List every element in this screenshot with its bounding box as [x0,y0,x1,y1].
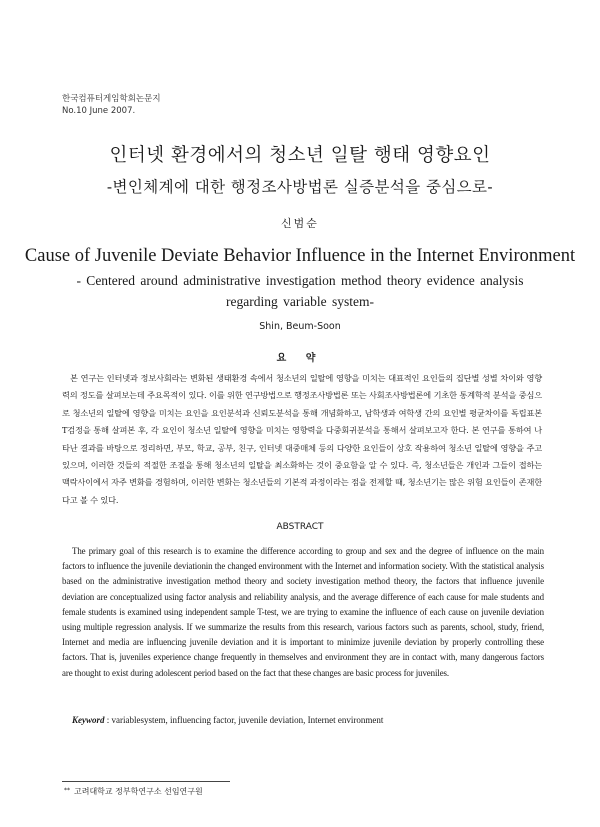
journal-issue: No.10 June 2007. [62,106,136,116]
footnote-text: 고려대학교 정부학연구소 선임연구원 [74,787,203,796]
english-author: Shin, Beum-Soon [259,321,341,332]
korean-abstract-heading: 요 약 [276,353,324,364]
footnote [64,786,203,797]
korean-abstract-body: 본 연구는 인터넷과 정보사회라는 변화된 생태환경 속에서 청소년의 일탈에 영향을 미치는 대표적인 요인들의 집단별 성별 차이와 영향력의 정도를 살펴보는데 주요목적이 있다. 이를 위한 연구방법으로 행정조사방법론 또는 사회조사방법론에 기초한 통계학적 분석을 중심으로 청소년의 일탈에 영향을 미치는 요인을 요인분석과 신뢰도분석을 통해 개념화하고, 남학생과 여학생 간의 요인별 평균차이를 독립표본 T검정을 통해 살펴본 후, 각 요인이 청소년 일탈에 영향을 미치는 영향력을 다중회귀분석을 통해서 살펴보고자 한다. 본 연구를 통하여 나타난 결과를 바탕으로 정리하면, 부모, 학교, 공부, 친구, 인터넷 대중매체 등의 다양한 요인들이 상호 작용하여 청소년 일탈에 영향을 주고 있으며, 이러한 것들의 적절한 조절을 통해 청소년의 일탈을 최소화하는 것이 중요함을 알 수 있다. 즉, 청소년들은 개인과 그들이 접하는 맥락사이에서 자주 변화를 경험하며, 이러한 변화는 청소년들의 기본적 과정이라는 점을 전제할 때, 청소년기는 많은 위험 요인들이 존재한다고 볼 수 있다. [62,373,542,505]
footnote-mark: ** [64,787,70,794]
footnote-divider [62,781,230,782]
journal-name: 한국컴퓨터게임학회논문지 [62,94,161,104]
english-title: Cause of Juvenile Deviate Behavior Influence in the Internet Environment [24,246,576,266]
journal-header [62,93,161,117]
english-abstract-body: The primary goal of this research is to examine the difference according to group and sex and the degree of influence on the main factors to influence the juvenile deviationin the changed environment with the Internet and information society. With the statistical analysis based on the administrative investigation method theory and society investigation method theory, the factors that influence juvenile deviation are conceptualized using factor analysis and reliability analysis, and the average difference of each cause for male students and female students is examined using independent sample T-test, we are trying to examine the influence of each cause on juvenile deviation using multiple regression analysis. If we summarize the results from this research, various factors such as parents, school, study, friend, Internet and media are influencing juvenile deviation and it is important to minimize juvenile deviation by properly controlling these factors. That is, juveniles experience change frequently in themselves and environment they are in contact with, many dangerous factors are thought to exist during adolescent period based on the fact that these changes are basic process for juveniles. [62,546,544,678]
korean-author: 신범순 [281,217,319,230]
english-subtitle: - Centered around administrative investigation method theory evidence analysis regarding variable system- [76,273,524,309]
korean-subtitle: -변인체계에 대한 행정조사방법론 실증분석을 중심으로- [106,178,494,196]
keyword-values: variablesystem, influencing factor, juvenile deviation, Internet environment [111,715,384,725]
keyword-separator: : [104,715,112,725]
english-abstract-heading: ABSTRACT [276,522,324,532]
keyword-line [72,715,383,725]
korean-title: 인터넷 환경에서의 청소년 일탈 행태 영향요인 [109,145,491,166]
keyword-label: Keyword [72,715,105,725]
